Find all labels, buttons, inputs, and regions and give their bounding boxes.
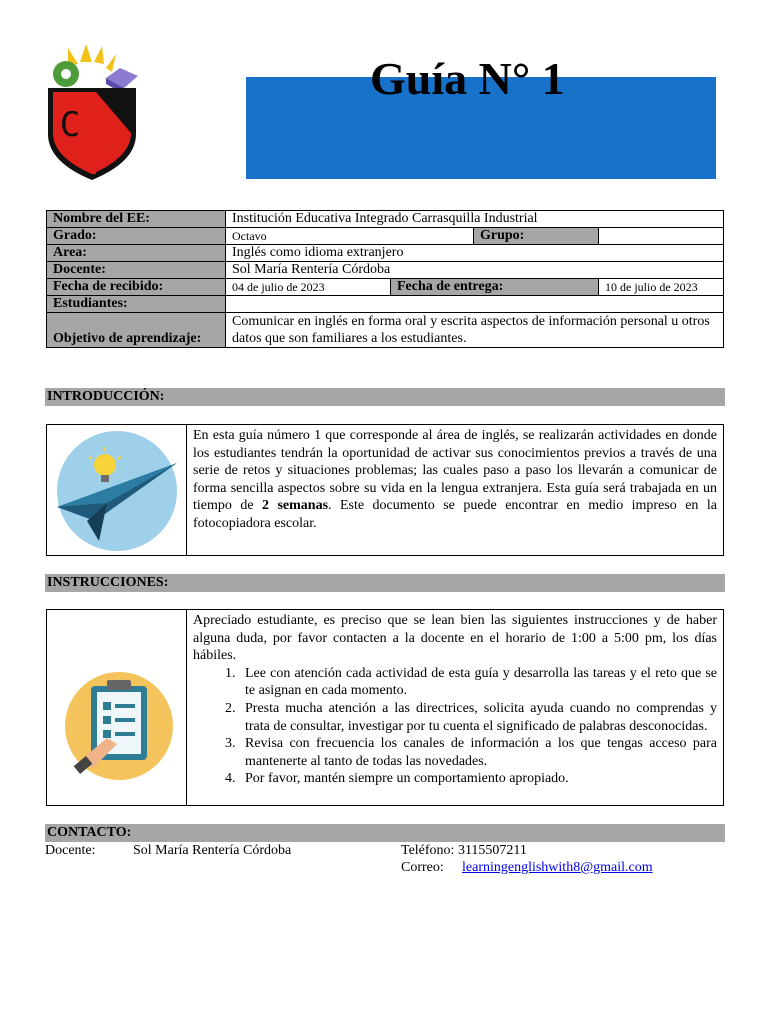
list-item: 2. Presta mucha atención a las directrices, solicita ayuda cuando no comprendas y trata de consultar, investigar por tu cuenta el significado de palabras desconocidas. xyxy=(239,700,717,735)
grade-label: Grado: xyxy=(47,228,226,245)
students-label: Estudiantes: xyxy=(47,296,226,313)
area-value: Inglés como idioma extranjero xyxy=(226,245,724,262)
list-item: 4. Por favor, mantén siempre un comportamiento apropiado. xyxy=(239,770,717,788)
contact-heading: CONTACTO: xyxy=(45,824,725,842)
school-value: Institución Educativa Integrado Carrasquilla Industrial xyxy=(226,211,724,228)
phone-value: 3115507211 xyxy=(457,843,527,858)
instructions-image-cell xyxy=(47,610,187,805)
clipboard-checklist-icon xyxy=(47,610,186,805)
intro-box xyxy=(46,424,724,556)
group-value xyxy=(599,228,724,245)
contact-email-label: Correo: xyxy=(401,860,444,875)
received-value: 04 de julio de 2023 xyxy=(226,279,391,296)
list-item: 1. Lee con atención cada actividad de esta guía y desarrolla las tareas y el reto que se te asignan en cada momento. xyxy=(239,665,717,700)
teacher-value: Sol María Rentería Córdoba xyxy=(226,262,724,279)
intro-text-bold: 2 semanas xyxy=(262,498,329,514)
intro-image-cell xyxy=(47,425,187,555)
school-label: Nombre del EE: xyxy=(47,211,226,228)
intro-text xyxy=(193,427,717,533)
contact-phone xyxy=(401,842,527,860)
instructions-box xyxy=(46,609,724,806)
email-link[interactable]: learningenglishwith8@gmail.com xyxy=(462,860,653,875)
instructions-list xyxy=(193,665,717,788)
students-value xyxy=(226,296,724,313)
instructions-text xyxy=(193,612,717,788)
list-item: 3. Revisa con frecuencia los canales de información a los que tengas acceso para mantenerte al tanto de todas las novedades. xyxy=(239,735,717,770)
teacher-label: Docente: xyxy=(47,262,226,279)
logo-letter-i: I xyxy=(99,125,121,165)
received-label: Fecha de recibido: xyxy=(47,279,226,296)
school-shield-logo xyxy=(40,44,144,184)
contact-teacher-label: Docente: xyxy=(45,843,96,858)
group-label: Grupo: xyxy=(474,228,599,245)
info-table xyxy=(46,210,724,348)
page-title: Guía N° 1 xyxy=(370,53,565,104)
objective-label: Objetivo de aprendizaje: xyxy=(47,313,226,348)
grade-value: Octavo xyxy=(226,228,474,245)
objective-value: Comunicar en inglés en forma oral y escrita aspectos de información personal u otros datos que son familiares a los estudiantes. xyxy=(226,313,724,348)
logo-letter-c: C xyxy=(59,105,81,145)
intro-text-part-a: En esta guía número 1 que corresponde al área de inglés, se realizarán actividades en donde los estudiantes tendrán la oportunidad de activar sus conocimientos previos a través de una serie de retos y situaciones problemas; las cuales paso a paso los llevarán a comunicar de forma sencilla aspectos sobre su vida en la lengua extranjera. Esta guía será trabajada en un tiempo de xyxy=(193,428,717,514)
delivery-label: Fecha de entrega: xyxy=(391,279,599,296)
intro-heading: INTRODUCCIÓN: xyxy=(45,388,725,406)
delivery-value: 10 de julio de 2023 xyxy=(599,279,724,296)
paper-plane-idea-icon xyxy=(47,425,186,555)
instructions-heading: INSTRUCCIONES: xyxy=(45,574,725,592)
intro-text-part-b: . Este documento se puede encontrar en medio impreso en la fotocopiadora escolar. xyxy=(193,498,717,531)
area-label: Area: xyxy=(47,245,226,262)
phone-label: Teléfono: xyxy=(401,843,455,858)
instructions-intro: Apreciado estudiante, es preciso que se lean bien las siguientes instrucciones y de haber alguna duda, por favor contacten a la docente en el horario de 1:00 a 5:00 pm, los días hábiles. xyxy=(193,613,717,664)
contact-teacher-name: Sol María Rentería Córdoba xyxy=(133,843,292,858)
